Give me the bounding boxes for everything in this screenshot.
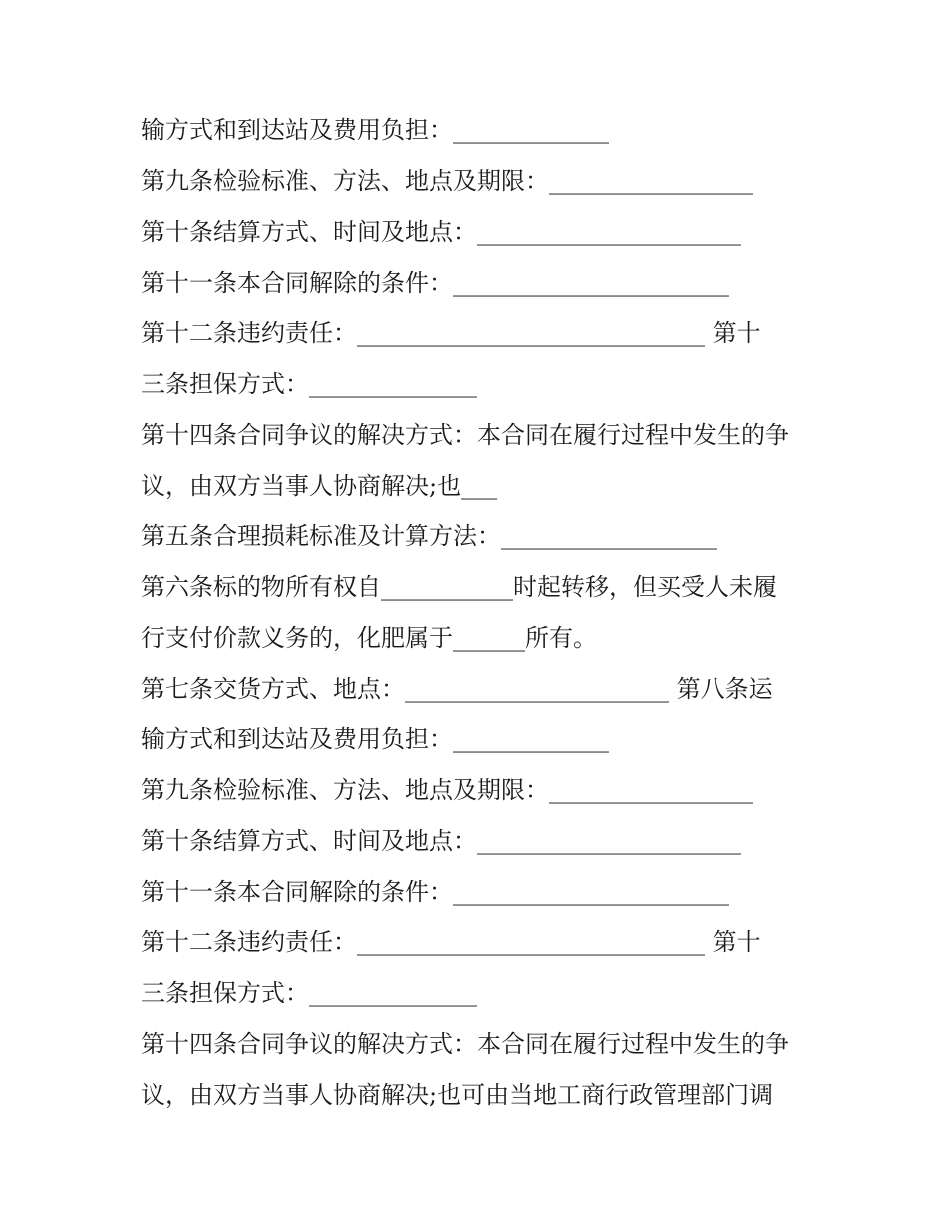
text-line: 第九条检验标准、方法、地点及期限：_________________ [141, 776, 753, 804]
text-line: 行支付价款义务的，化肥属于______所有。 [141, 624, 597, 652]
text-line: 第十四条合同争议的解决方式：本合同在履行过程中发生的争 [141, 421, 789, 449]
text-line: 输方式和到达站及费用负担：_____________ [141, 725, 609, 753]
text-line: 第十一条本合同解除的条件：_______________________ [141, 878, 729, 906]
text-line: 第十四条合同争议的解决方式：本合同在履行过程中发生的争 [141, 1030, 789, 1058]
text-line: 第九条检验标准、方法、地点及期限：_________________ [141, 167, 753, 195]
text-line: 输方式和到达站及费用负担：_____________ [141, 116, 609, 144]
text-line: 第十条结算方式、时间及地点：______________________ [141, 827, 741, 855]
text-line: 第十条结算方式、时间及地点：______________________ [141, 218, 741, 246]
text-line: 三条担保方式：______________ [141, 979, 477, 1007]
text-line: 议，由双方当事人协商解决;也可由当地工商行政管理部门调 [141, 1081, 774, 1109]
text-line: 第十二条违约责任：_____________________________ 第十 [141, 928, 761, 956]
text-line: 第五条合理损耗标准及计算方法：__________________ [141, 522, 717, 550]
text-line: 第六条标的物所有权自___________时起转移，但买受人未履 [141, 573, 777, 601]
text-line: 第七条交货方式、地点：______________________ 第八条运 [141, 675, 773, 703]
text-line: 第十二条违约责任：_____________________________ 第十 [141, 319, 761, 347]
text-line: 三条担保方式：______________ [141, 370, 477, 398]
text-line: 议，由双方当事人协商解决;也___ [141, 472, 498, 500]
text-line: 第十一条本合同解除的条件：_______________________ [141, 269, 729, 297]
